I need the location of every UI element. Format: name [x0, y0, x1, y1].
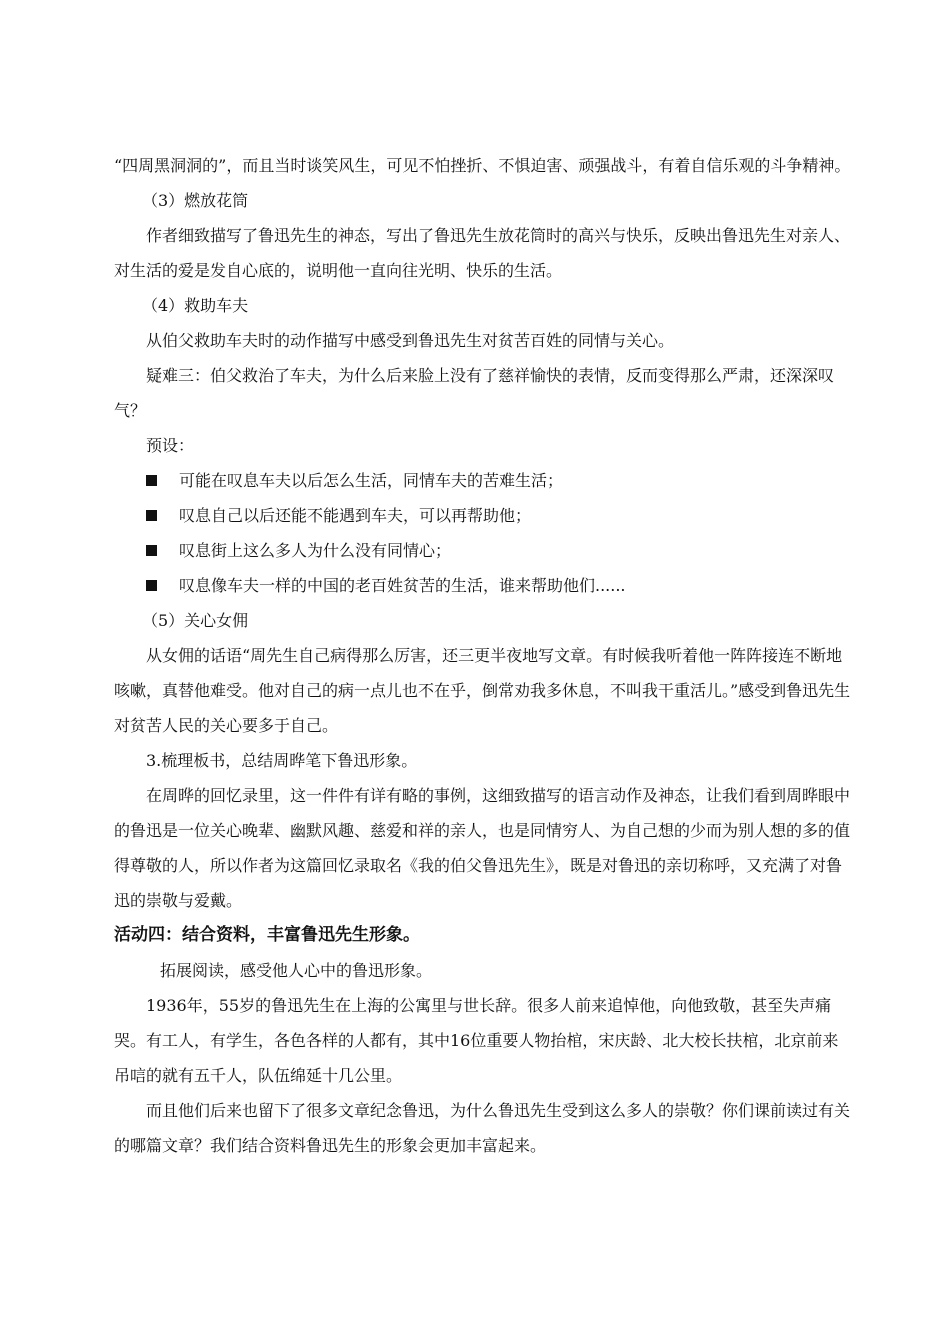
paragraph-funeral: 1936年，55岁的鲁迅先生在上海的公寓里与世长辞。很多人前来追悼他，向他致敬，甚至失声痛哭。有工人，有学生，各色各样的人都有，其中16位重要人物抬棺，宋庆龄、北大校长扶棺，北京前来吊唁的就有五千人，队伍绵延十几公里。 — [114, 996, 839, 1085]
bullet-text: 叹息自己以后还能不能遇到车夫，可以再帮助他； — [179, 506, 532, 525]
paragraph-courage: “四周黑洞洞的”，而且当时谈笑风生，可见不怕挫折、不惧迫害、顽强战斗，有着自信乐观的斗争精神。 — [114, 156, 851, 175]
bullet-text: 叹息街上这么多人为什么没有同情心； — [179, 541, 452, 560]
paragraph-summary-step: 3.梳理板书，总结周晔笔下鲁迅形象。 — [146, 751, 418, 770]
document-body — [114, 148, 852, 1163]
bullet-item — [114, 568, 852, 603]
paragraph-question-three: 疑难三：伯父救治了车夫，为什么后来脸上没有了慈祥愉快的表情，反而变得那么严肃，还深深叹气？ — [114, 366, 835, 420]
paragraph-reflection: 而且他们后来也留下了很多文章纪念鲁迅，为什么鲁迅先生受到这么多人的崇敬？你们课前读过有关的哪篇文章？我们结合资料鲁迅先生的形象会更加丰富起来。 — [114, 1101, 851, 1155]
paragraph-maid: 从女佣的话语“周先生自己病得那么厉害，还三更半夜地写文章。有时候我听着他一阵阵接连不断地咳嗽，真替他难受。他对自己的病一点儿也不在乎，倒常劝我多休息，不叫我干重活儿。”感受到鲁迅先生对贫苦人民的关心要多于自己。 — [114, 646, 851, 735]
paragraph-fireworks: 作者细致描写了鲁迅先生的神态，写出了鲁迅先生放花筒时的高兴与快乐，反映出鲁迅先生对亲人、对生活的爱是发自心底的，说明他一直向往光明、快乐的生活。 — [114, 226, 851, 280]
paragraph-preset-label: 预设： — [146, 436, 195, 455]
square-bullet-icon — [146, 580, 157, 591]
bullet-text: 叹息像车夫一样的中国的老百姓贫苦的生活，谁来帮助他们...... — [179, 576, 626, 595]
subheading-rickshaw: （4）救助车夫 — [142, 296, 249, 315]
square-bullet-icon — [146, 475, 157, 486]
square-bullet-icon — [146, 545, 157, 556]
activity-four-heading: 活动四：结合资料，丰富鲁迅先生形象。 — [114, 925, 420, 945]
square-bullet-icon — [146, 510, 157, 521]
paragraph-extended-reading: 拓展阅读，感受他人心中的鲁迅形象。 — [160, 961, 433, 980]
bullet-item — [114, 463, 852, 498]
bullet-text: 可能在叹息车夫以后怎么生活，同情车夫的苦难生活； — [179, 471, 564, 490]
bullet-item — [114, 498, 852, 533]
subheading-fireworks: （3）燃放花筒 — [142, 191, 249, 210]
paragraph-summary: 在周晔的回忆录里，这一件件有详有略的事例，这细致描写的语言动作及神态，让我们看到周晔眼中的鲁迅是一位关心晚辈、幽默风趣、慈爱和祥的亲人，也是同情穷人、为自己想的少而为别人想的多的值得尊敬的人，所以作者为这篇回忆录取名《我的伯父鲁迅先生》，既是对鲁迅的亲切称呼，又充满了对鲁迅的崇敬与爱戴。 — [114, 786, 851, 910]
bullet-item — [114, 533, 852, 568]
paragraph-rickshaw: 从伯父救助车夫时的动作描写中感受到鲁迅先生对贫苦百姓的同情与关心。 — [146, 331, 675, 350]
subheading-maid: （5）关心女佣 — [142, 611, 249, 630]
